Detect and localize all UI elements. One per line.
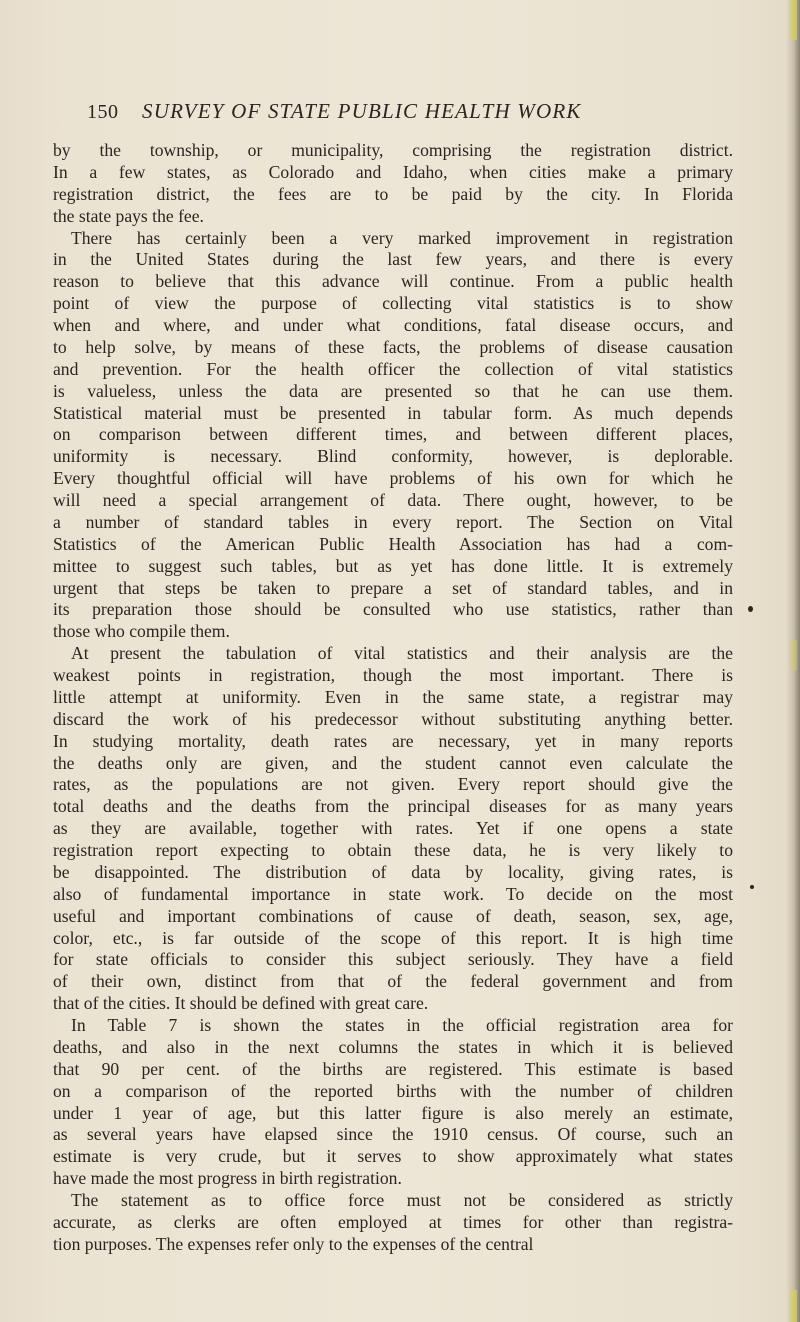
text-line: have made the most progress in birth registration. (53, 1168, 402, 1189)
text-line: point of view the purpose of collecting vital statistics is to show (53, 293, 733, 314)
text-line: as several years have elapsed since the 1910 census. Of course, such an (53, 1124, 733, 1145)
page-title: SURVEY OF STATE PUBLIC HEALTH WORK (142, 99, 582, 123)
text-line: on a comparison of the reported births with the number of children (53, 1080, 733, 1101)
text-line: estimate is very crude, but it serves to show approximately what states (53, 1146, 733, 1167)
text-line: color, etc., is far outside of the scope of this report. It is high time (53, 927, 733, 948)
text-line: for state officials to consider this subject seriously. They have a field (53, 949, 733, 970)
margin-dot-mark (750, 885, 754, 889)
text-line: to help solve, by means of these facts, the problems of disease causation (53, 336, 733, 357)
text-line: a number of standard tables in every report. The Section on Vital (53, 511, 733, 532)
text-line: Statistical material must be presented in tabular form. As much depends (53, 402, 733, 423)
text-line: registration report expecting to obtain these data, he is very likely to (53, 840, 733, 860)
text-line: uniformity is necessary. Blind conformity, however, is deplorable. (53, 446, 733, 467)
text-line: is valueless, unless the data are presented so that he can use them. (53, 380, 733, 401)
text-line: In a few states, as Colorado and Idaho, when cities make a primary (53, 161, 733, 182)
page-edge-mark (791, 0, 797, 40)
page-edge-mark (791, 640, 797, 670)
text-line: discard the work of his predecessor without substituting anything better. (53, 708, 733, 729)
text-line: the state pays the fee. (53, 205, 204, 226)
text-line: that of the cities. It should be defined with great care. (53, 993, 429, 1014)
text-line: There has certainly been a very marked improvement in registration (71, 227, 733, 248)
text-line: as they are available, together with rates. Yet if one opens a state (53, 818, 733, 839)
text-line: In Table 7 is shown the states in the official registration area for (71, 1015, 733, 1035)
text-line: its preparation those should be consulted who use statistics, rather than (53, 599, 733, 620)
text-line: mittee to suggest such tables, but as yet has done little. It is extremely (53, 555, 733, 576)
margin-dot-mark (748, 606, 753, 612)
text-line: urgent that steps be taken to prepare a set of standard tables, and in (53, 577, 733, 598)
text-line: also of fundamental importance in state work. To decide on the most (53, 883, 733, 904)
text-line: under 1 year of age, but this latter figure is also merely an estimate, (53, 1102, 733, 1123)
text-line: The statement as to office force must not be considered as strictly (71, 1190, 733, 1210)
text-line: At present the tabulation of vital statistics and their analysis are the (71, 643, 733, 664)
running-head (87, 99, 677, 129)
text-line: the deaths only are given, and the student cannot even calculate the (53, 752, 733, 773)
text-line: weakest points in registration, though the most important. There is (53, 665, 733, 685)
page-edge-mark (791, 1290, 797, 1322)
text-line: on comparison between different times, and between different places, (53, 424, 733, 445)
text-line: and prevention. For the health officer the collection of vital statistics (53, 358, 733, 379)
text-line: total deaths and the deaths from the principal diseases for as many years (53, 796, 733, 817)
text-line: in the United States during the last few years, and there is every (53, 249, 733, 270)
text-line: by the township, or municipality, comprising the registration district. (53, 140, 733, 160)
text-line: deaths, and also in the next columns the states in which it is believed (53, 1036, 733, 1057)
text-line: rates, as the populations are not given. Every report should give the (53, 774, 733, 795)
text-line: registration district, the fees are to be paid by the city. In Florida (53, 183, 733, 204)
body-text (53, 140, 733, 1256)
text-line: of their own, distinct from that of the federal government and from (53, 971, 733, 992)
text-line: little attempt at uniformity. Even in the same state, a registrar may (53, 686, 733, 707)
text-line: be disappointed. The distribution of data by locality, giving rates, is (53, 861, 733, 882)
text-line: that 90 per cent. of the births are registered. This estimate is based (53, 1058, 733, 1079)
text-line: In studying mortality, death rates are necessary, yet in many reports (53, 730, 733, 751)
text-line: useful and important combinations of cause of death, season, sex, age, (53, 905, 733, 926)
text-line: Statistics of the American Public Health Association has had a com- (53, 533, 733, 554)
text-line: when and where, and under what conditions, fatal disease occurs, and (53, 315, 733, 335)
text-line: those who compile them. (53, 621, 230, 642)
text-line: accurate, as clerks are often employed at times for other than registra- (53, 1211, 733, 1232)
text-line: Every thoughtful official will have problems of his own for which he (53, 468, 733, 489)
page-number: 150 (87, 101, 119, 123)
text-line: reason to believe that this advance will continue. From a public health (53, 271, 733, 292)
text-line: will need a special arrangement of data. There ought, however, to be (53, 490, 733, 510)
text-line: tion purposes. The expenses refer only to the expenses of the central (53, 1233, 534, 1254)
